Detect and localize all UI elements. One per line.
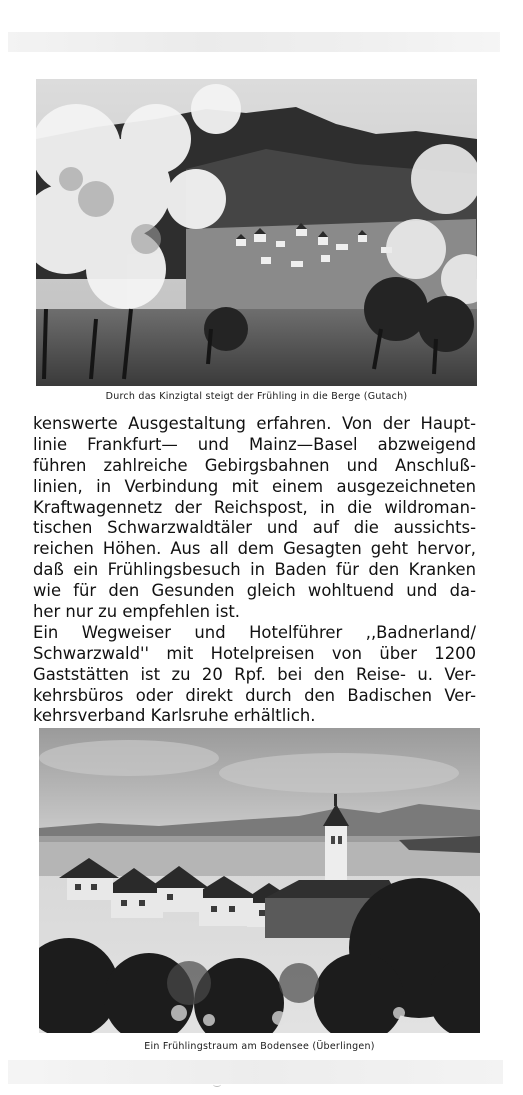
photo-kinzigtal: [36, 79, 477, 386]
photo-ueberlingen-image: [39, 728, 480, 1033]
photo-kinzigtal-image: [36, 79, 477, 386]
article-line: linie Frankfurt— und Mainz—Basel abzweigend: [33, 434, 476, 454]
article-line: Gaststätten ist zu 20 Rpf. bei den Reise- u. Ver-: [33, 664, 476, 684]
article-line: kehrsbüros oder direkt durch den Badischen Ver-: [33, 685, 476, 705]
article-line: Kraftwagennetz der Reichspost, in die wildroman-: [33, 497, 476, 517]
page-scan-mark: [213, 1082, 221, 1087]
page-scan-shadow-top: [8, 32, 500, 52]
article-line: linien, in Verbindung mit einem ausgezeichneten: [33, 476, 476, 496]
article-line: tischen Schwarzwaldtäler und auf die aussichts-: [33, 518, 476, 538]
photo-kinzigtal-caption: Durch das Kinzigtal steigt der Frühling in die Berge (Gutach): [105, 391, 408, 402]
article-line: führen zahlreiche Gebirgsbahnen und Anschluß-: [33, 455, 476, 475]
article-body: [33, 414, 476, 727]
page-scan-shadow-bottom: [8, 1060, 503, 1084]
photo-ueberlingen-caption: Ein Frühlingstraum am Bodensee (Überlingen): [144, 1041, 375, 1052]
article-line: kenswerte Ausgestaltung erfahren. Von der Haupt-: [33, 414, 476, 433]
article-line: kehrsverband Karlsruhe erhältlich.: [33, 706, 316, 726]
article-line: Ein Wegweiser und Hotelführer ,,Badnerland/: [33, 622, 476, 642]
article-line: Schwarzwald'' mit Hotelpreisen von über 1200: [33, 643, 476, 663]
article-line: reichen Höhen. Aus all dem Gesagten geht hervor,: [33, 539, 476, 559]
article-line: wie für den Gesunden gleich wohltuend und da-: [33, 581, 476, 601]
article-line: her nur zu empfehlen ist.: [33, 602, 241, 622]
article-line: daß ein Frühlingsbesuch in Baden für den Kranken: [33, 560, 476, 580]
photo-ueberlingen: [39, 728, 480, 1033]
